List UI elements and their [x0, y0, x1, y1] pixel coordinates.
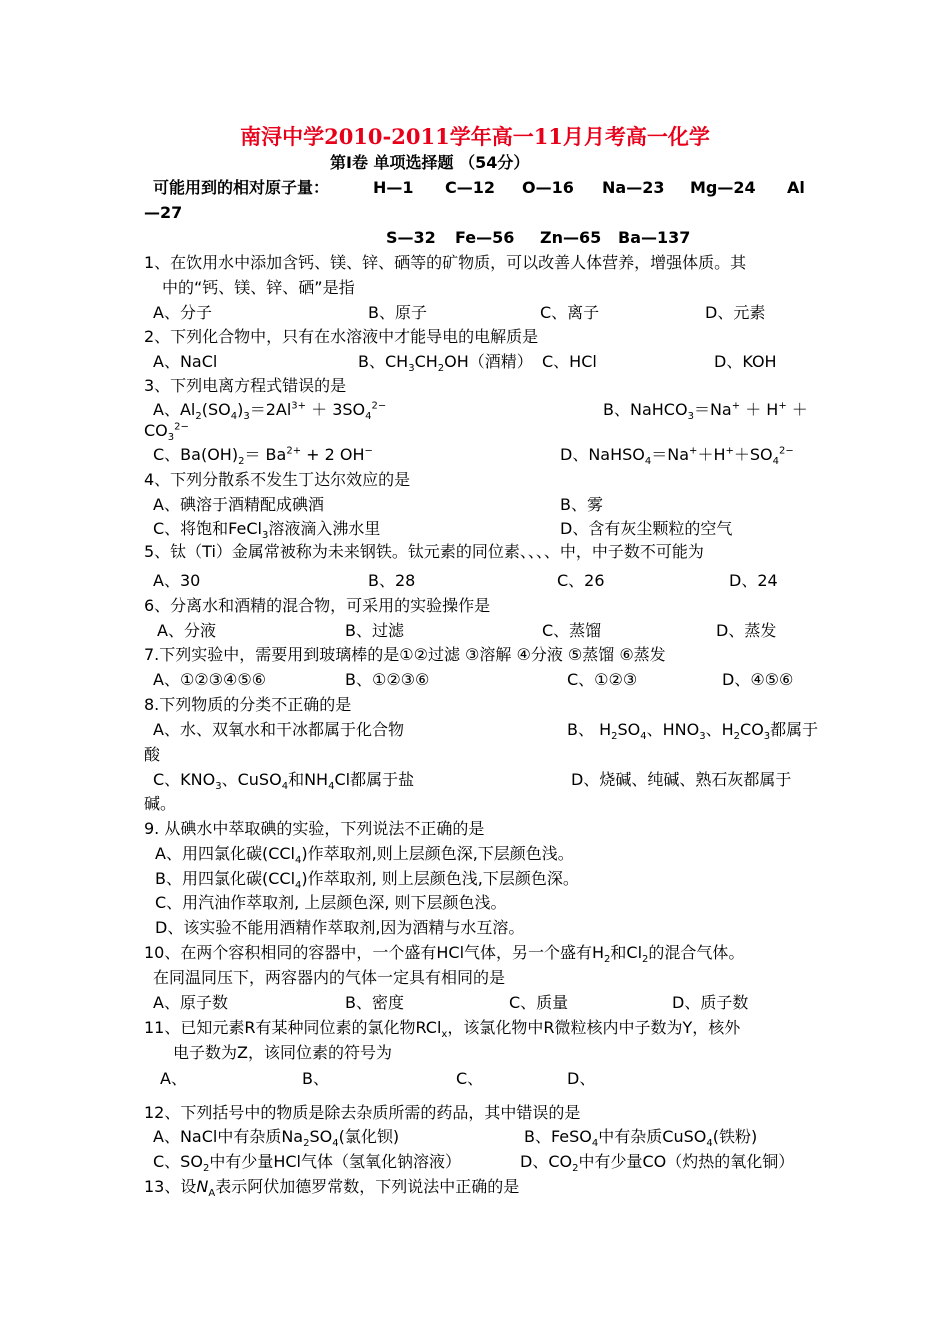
- atomic-mass-ba: Ba—137: [618, 228, 691, 247]
- q5-option-c: C、26: [557, 571, 605, 590]
- q12-option-d: D、$CO_2$中有少量CO（灼热的氧化铜）: [520, 1152, 795, 1175]
- q1-option-d: D、元素: [705, 303, 766, 322]
- q3-option-b: B、NaHCO$_3$＝Na+ ＋ H+ ＋: [603, 400, 808, 423]
- q13-stem: 13、设$N_A$表示阿伏加德罗常数，下列说法中正确的是: [144, 1177, 520, 1200]
- atomic-mass-h: H—1: [373, 178, 414, 197]
- q7-option-b: B、①②③⑥: [345, 670, 430, 689]
- q6-stem: 6、分离水和酒精的混合物，可采用的实验操作是: [144, 596, 491, 615]
- q10-option-b: B、密度: [345, 993, 404, 1012]
- atomic-mass-label: 可能用到的相对原子量：: [153, 178, 330, 197]
- q11-stem-cont: 电子数为Z，该同位素的符号为: [173, 1043, 392, 1062]
- q2-option-c: C、HCl: [542, 352, 597, 371]
- q7-option-d: D、④⑤⑥: [722, 670, 794, 689]
- q11-option-c: C、: [456, 1069, 484, 1088]
- q10-option-a: A、原子数: [153, 993, 228, 1012]
- q2-option-b: B、$CH_3CH_2OH$（酒精）: [358, 352, 533, 375]
- q11-option-b: B、: [302, 1069, 329, 1088]
- q8-stem: 8.下列物质的分类不正确的是: [144, 695, 352, 714]
- q9-option-a: A、用四氯化碳(CCl$_4$)作萃取剂,则上层颜色深,下层颜色浅。: [155, 844, 574, 867]
- q6-option-c: C、蒸馏: [542, 621, 602, 640]
- atomic-mass-s: S—32: [386, 228, 436, 247]
- atomic-mass-c: C—12: [445, 178, 496, 197]
- atomic-mass-na: Na—23: [602, 178, 665, 197]
- atomic-mass-zn: Zn—65: [540, 228, 602, 247]
- q6-option-b: B、过滤: [345, 621, 404, 640]
- atomic-mass-al: Al: [787, 178, 805, 197]
- atomic-mass-fe: Fe—56: [455, 228, 515, 247]
- q8-option-d: D、烧碱、纯碱、熟石灰都属于: [571, 770, 792, 789]
- q9-option-d: D、该实验不能用酒精作萃取剂,因为酒精与水互溶。: [155, 918, 525, 937]
- q7-option-a: A、①②③④⑤⑥: [153, 670, 267, 689]
- q9-option-b: B、用四氯化碳(CCl$_4$)作萃取剂, 则上层颜色浅,下层颜色深。: [155, 869, 579, 892]
- q12-stem: 12、下列括号中的物质是除去杂质所需的药品，其中错误的是: [144, 1103, 581, 1122]
- q11-option-d: D、: [567, 1069, 596, 1088]
- q12-option-c: C、$SO_2$中有少量HCl气体（氢氧化钠溶液）: [153, 1152, 461, 1175]
- q6-option-a: A、分液: [157, 621, 216, 640]
- q5-option-d: D、24: [729, 571, 778, 590]
- q8-option-d-cont: 碱。: [144, 794, 177, 813]
- q8-option-b-cont: 酸: [144, 745, 161, 764]
- q2-option-a: A、NaCl: [153, 352, 218, 371]
- q5-stem: 5、钛（Ti）金属常被称为未来钢铁。钛元素的同位素、、、、中，中子数不可能为: [144, 542, 704, 561]
- part-heading: 第Ⅰ卷 单项选择题 （54分）: [330, 153, 530, 172]
- q1-stem: 1、在饮用水中添加含钙、镁、锌、硒等的矿物质，可以改善人体营养，增强体质。其: [144, 253, 747, 272]
- q3-option-b-cont: $CO_3^{2-}$: [144, 421, 189, 444]
- q10-stem: 10、在两个容积相同的容器中，一个盛有HCl气体，另一个盛有$H_2$和$Cl_2$的混合气体。: [144, 943, 745, 966]
- q8-option-a: A、水、双氧水和干冰都属于化合物: [153, 720, 404, 739]
- document-title: 南浔中学2010-2011学年高一11月月考高一化学: [240, 124, 710, 149]
- q7-option-c: C、①②③: [567, 670, 638, 689]
- q5-option-b: B、28: [368, 571, 416, 590]
- q12-option-b: B、FeSO$_4$中有杂质CuSO$_4$(铁粉): [524, 1127, 758, 1150]
- q7-stem: 7.下列实验中，需要用到玻璃棒的是①②过滤 ③溶解 ④分液 ⑤蒸馏 ⑥蒸发: [144, 645, 666, 664]
- q12-option-a: A、NaCl中有杂质$Na_2SO_4$(氯化钡): [153, 1127, 400, 1150]
- q10-stem-cont: 在同温同压下，两容器内的气体一定具有相同的是: [153, 968, 506, 987]
- q5-option-a: A、30: [153, 571, 201, 590]
- q1-option-c: C、离子: [540, 303, 600, 322]
- q3-option-c: C、$Ba(OH)_2= Ba^{2+} + 2$ OH−: [153, 445, 373, 468]
- q2-option-d: D、KOH: [714, 352, 777, 371]
- q1-option-a: A、分子: [153, 303, 212, 322]
- q9-stem: 9. 从碘水中萃取碘的实验，下列说法不正确的是: [144, 819, 485, 838]
- atomic-mass-o: O—16: [522, 178, 574, 197]
- q11-option-a: A、: [160, 1069, 187, 1088]
- q4-stem: 4、下列分散系不发生丁达尔效应的是: [144, 470, 411, 489]
- q4-option-a: A、碘溶于酒精配成碘酒: [153, 495, 324, 514]
- q4-option-b: B、雾: [560, 495, 603, 514]
- q2-stem: 2、下列化合物中，只有在水溶液中才能导电的电解质是: [144, 327, 539, 346]
- q4-option-d: D、含有灰尘颗粒的空气: [560, 519, 733, 538]
- q1-option-b: B、原子: [368, 303, 427, 322]
- q3-stem: 3、下列电离方程式错误的是: [144, 376, 347, 395]
- q3-option-d: D、$NaHSO_4=Na^++H^++SO_4^{2-}$: [560, 445, 794, 468]
- atomic-mass-mg: Mg—24: [690, 178, 756, 197]
- q6-option-d: D、蒸发: [716, 621, 777, 640]
- q1-stem-cont: 中的“钙、镁、锌、硒”是指: [162, 278, 355, 297]
- q8-option-b: B、 $H_2SO_4$、$HNO_3$、$H_2CO_3$都属于: [567, 720, 819, 743]
- q11-stem: 11、已知元素R有某种同位素的氯化物RCl$_x$，该氯化物中R微粒核内中子数为Y，核外: [144, 1018, 741, 1041]
- atomic-mass-al-value: —27: [144, 203, 183, 222]
- q10-option-c: C、质量: [509, 993, 569, 1012]
- q8-option-c: C、$KNO_3$、CuSO$_4$和$NH_4Cl$都属于盐: [153, 770, 415, 793]
- q9-option-c: C、用汽油作萃取剂, 上层颜色深, 则下层颜色浅。: [155, 893, 507, 912]
- q4-option-c: C、将饱和FeCl$_3$溶液滴入沸水里: [153, 519, 381, 542]
- q10-option-d: D、质子数: [672, 993, 749, 1012]
- q3-option-a: A、$Al_2(SO_4)_3=2Al^{3+} + 3SO_4^{2-}$: [153, 400, 387, 423]
